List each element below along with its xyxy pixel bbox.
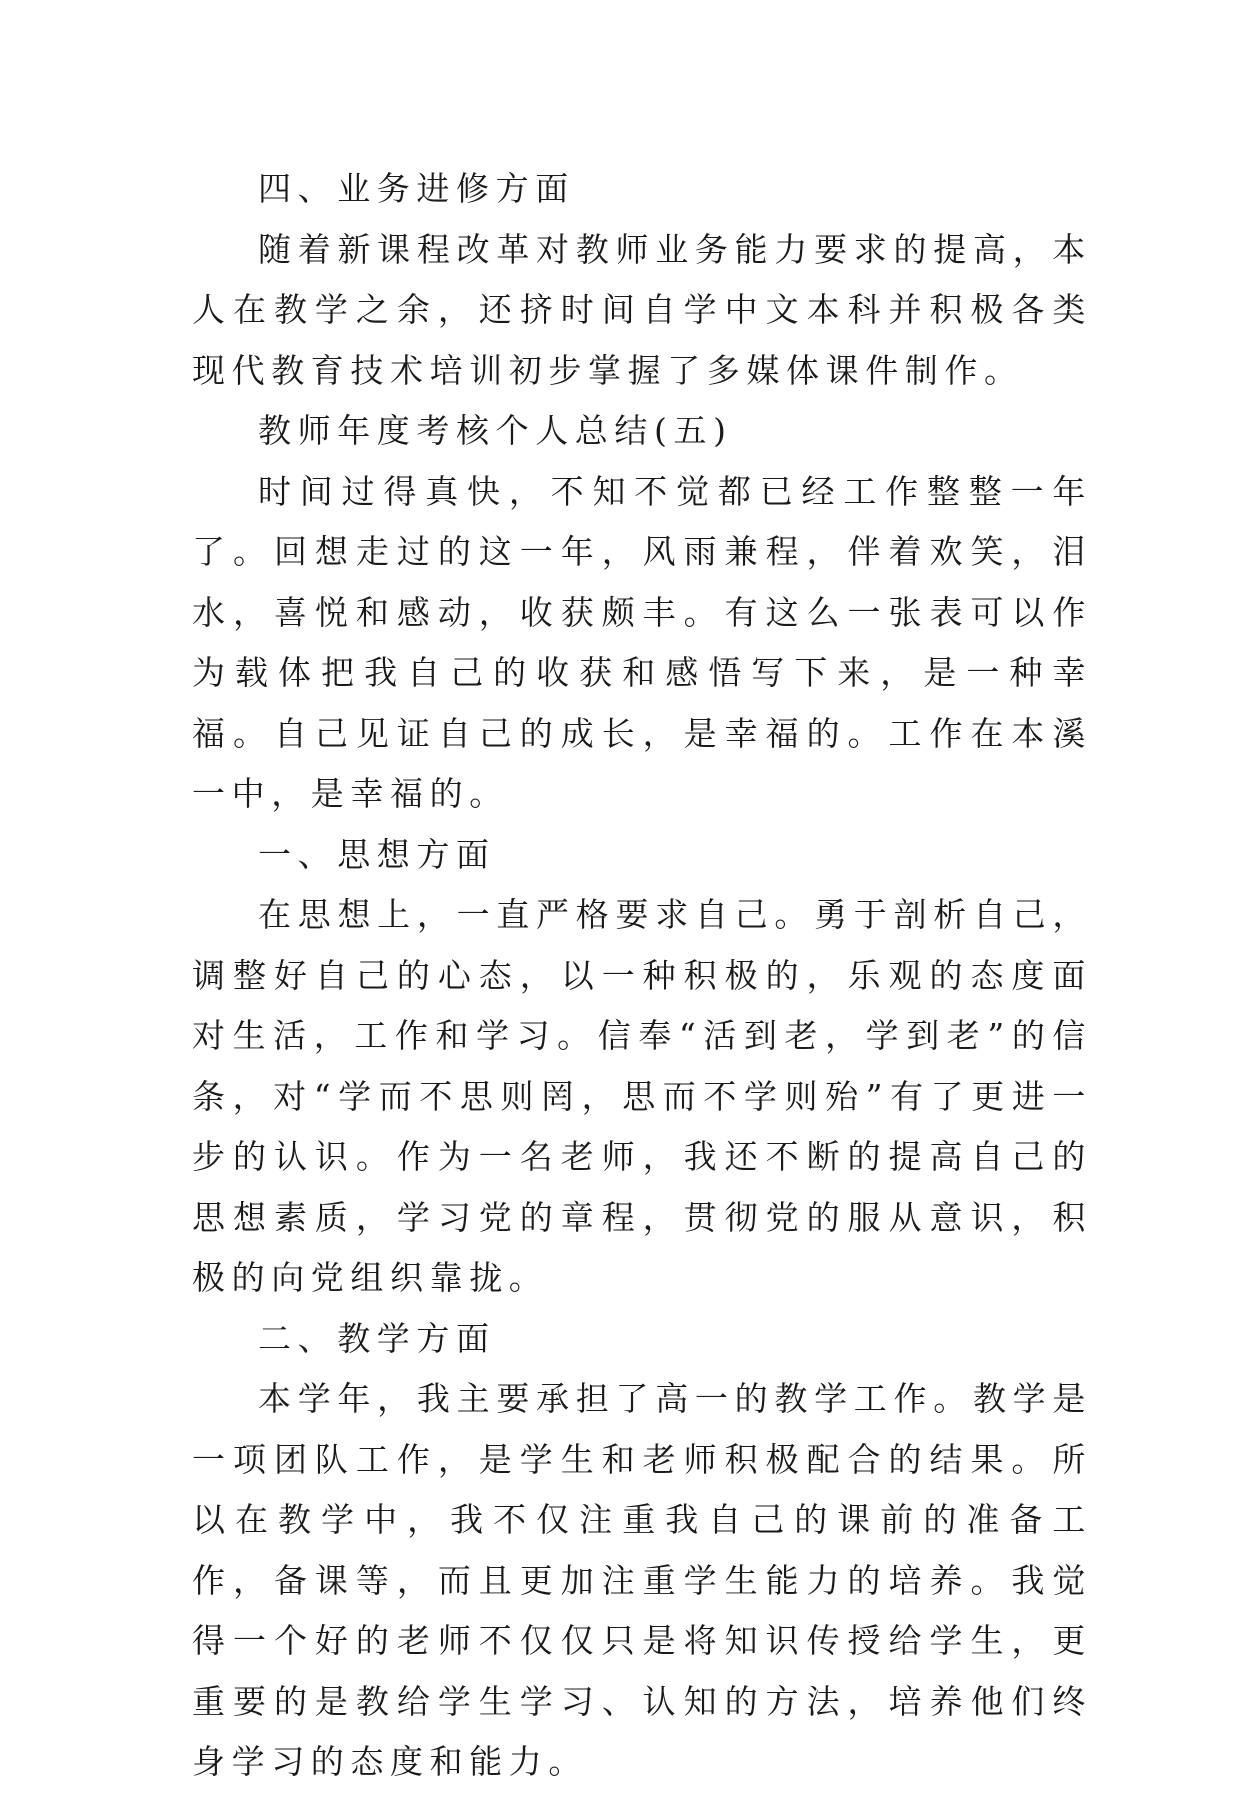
paragraph-professional-development: 随着新课程改革对教师业务能力要求的提高，本人在教学之余，还挤时间自学中文本科并积极各类现代教育技术培训初步掌握了多媒体课件制作。 <box>192 229 1092 390</box>
paragraph-introduction: 时间过得真快，不知不觉都已经工作整整一年了。回想走过的这一年，风雨兼程，伴着欢笑，泪水，喜悦和感动，收获颇丰。有这么一张表可以作为载体把我自己的收获和感悟写下来，是一种幸福。自己见证自己的成长，是幸福的。工作在本溪一中，是幸福的。 <box>192 471 1092 813</box>
document-body <box>192 159 1092 1793</box>
document-subtitle: 教师年度考核个人总结(五) <box>258 411 733 450</box>
section-heading-ideology: 一、思想方面 <box>258 834 496 874</box>
section-heading-professional-development: 四、业务进修方面 <box>258 169 575 208</box>
section-heading-teaching: 二、教学方面 <box>258 1318 496 1358</box>
paragraph-teaching: 本学年，我主要承担了高一的教学工作。教学是一项团队工作，是学生和老师积极配合的结果。所以在教学中，我不仅注重我自己的课前的准备工作，备课等，而且更加注重学生能力的培养。我觉得一个好的老师不仅仅只是将知识传授给学生，更重要的是教给学生学习、认知的方法，培养他们终身学习的态度和能力。 <box>192 1379 1092 1781</box>
paragraph-ideology: 在思想上，一直严格要求自己。勇于剖析自己，调整好自己的心态，以一种积极的，乐观的态度面对生活，工作和学习。信奉“活到老，学到老”的信条，对“学而不思则罔，思而不学则殆”有了更进一步的认识。作为一名老师，我还不断的提高自己的思想素质，学习党的章程，贯彻党的服从意识，积极的向党组织靠拢。 <box>192 895 1092 1297</box>
